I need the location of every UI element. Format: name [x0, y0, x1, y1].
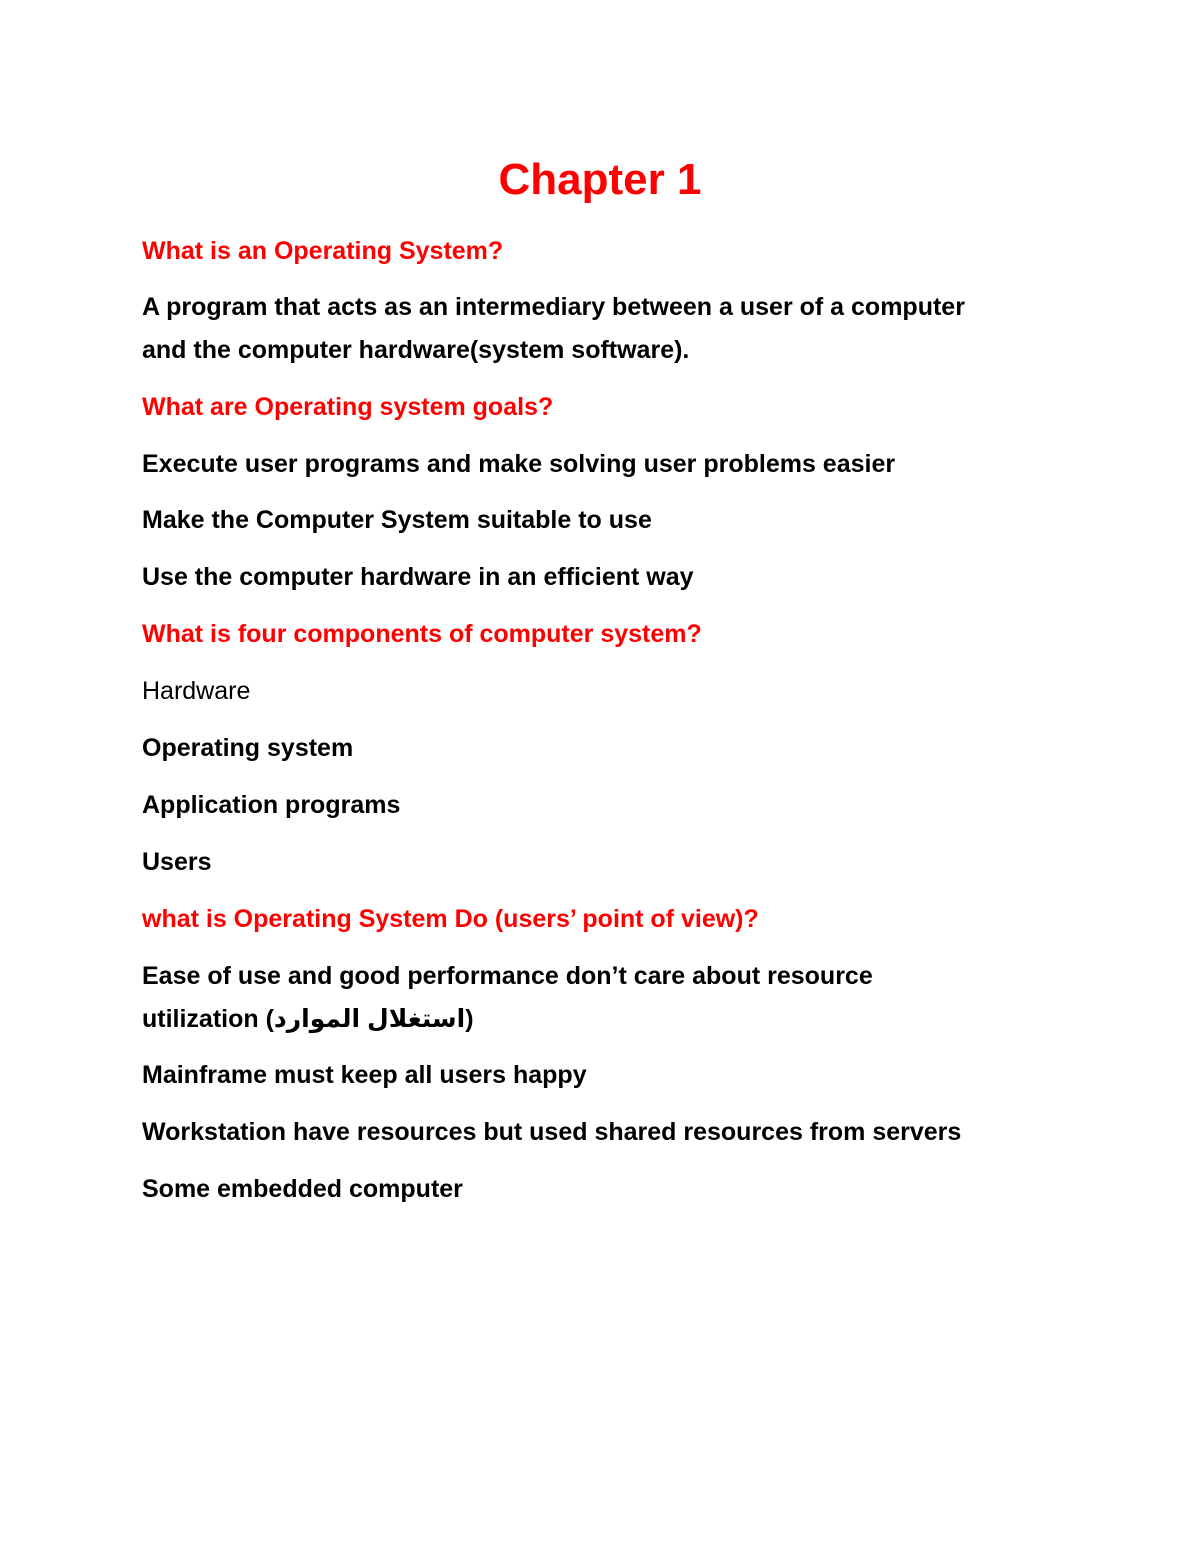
question-os-do: what is Operating System Do (users’ point of view)?: [142, 905, 759, 933]
answer-users-view-line1: Ease of use and good performance don’t care about resource: [142, 962, 873, 990]
page-title: Chapter 1: [498, 155, 702, 204]
component-item: Operating system: [142, 734, 354, 762]
component-item: Application programs: [142, 791, 401, 819]
answer-os-definition-line1: A program that acts as an intermediary between a user of a computer: [142, 293, 965, 321]
question-components: What is four components of computer system?: [142, 620, 702, 648]
users-view-item: Workstation have resources but used shared resources from servers: [142, 1118, 962, 1146]
component-item: Users: [142, 848, 212, 876]
question-os-goals: What are Operating system goals?: [142, 393, 554, 421]
users-view-item: Mainframe must keep all users happy: [142, 1061, 587, 1089]
goal-item: Use the computer hardware in an efficient way: [142, 563, 694, 591]
component-item: Hardware: [142, 677, 251, 705]
answer-os-definition-line2: and the computer hardware(system software).: [142, 336, 690, 364]
goal-item: Execute user programs and make solving user problems easier: [142, 450, 896, 478]
goal-item: Make the Computer System suitable to use: [142, 506, 652, 534]
users-view-item: Some embedded computer: [142, 1175, 463, 1203]
answer-users-view-line2: utilization (استغلال الموارد): [142, 1005, 474, 1033]
question-what-is-os: What is an Operating System?: [142, 237, 504, 265]
